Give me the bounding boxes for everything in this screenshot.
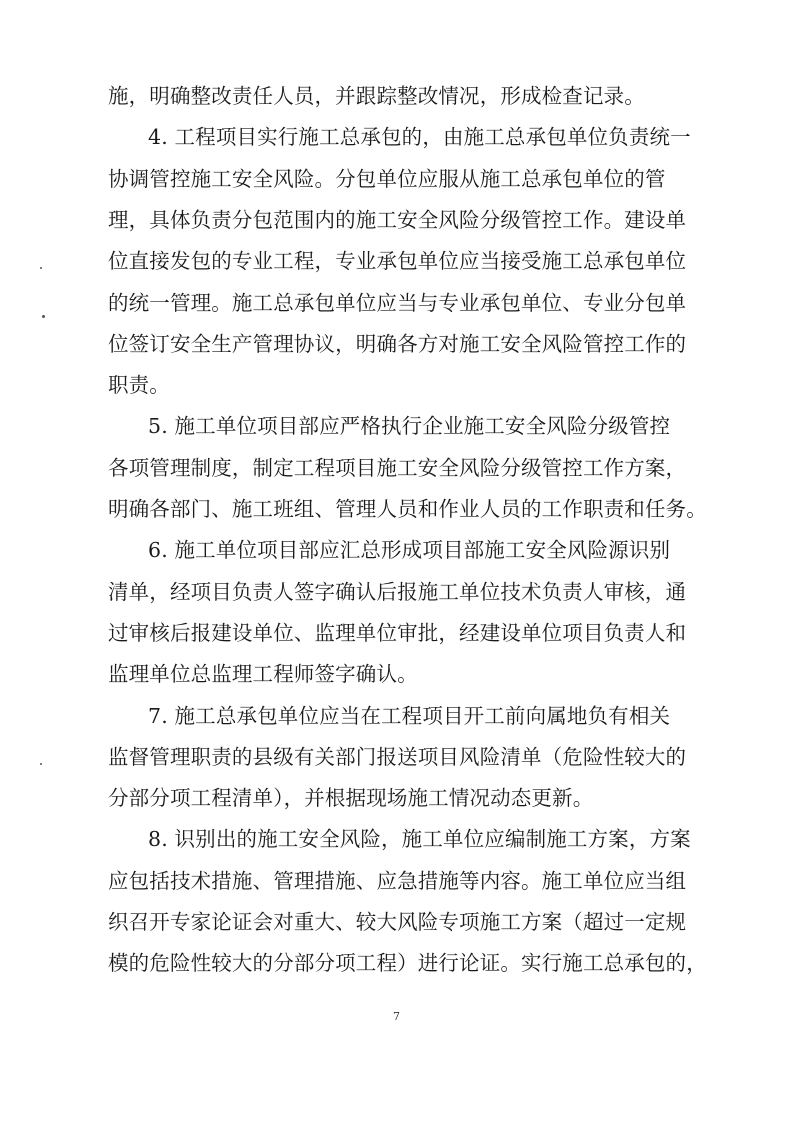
page-number: 7 <box>393 1010 400 1023</box>
text-line: 理，具体负责分包范围内的施工安全风险分级管控工作。建设单 <box>108 207 687 232</box>
text-line: 明确各部门、施工班组、管理人员和作业人员的工作职责和任务。 <box>108 497 707 521</box>
text-line: 应包括技术措施、管理措施、应急措施等内容。施工单位应当组 <box>108 868 687 893</box>
text-line: 分部分项工程清单），并根据现场施工情况动态更新。 <box>108 786 594 811</box>
text-line: 施，明确整改责任人员，并跟踪整改情况，形成检查记录。 <box>108 84 645 108</box>
paragraph-8-start: 8. 识别出的施工安全风险，施工单位应编制施工方案，方案 <box>148 827 691 852</box>
paragraph-6-start: 6. 施工单位项目部应汇总形成项目部施工安全风险源识别 <box>148 538 671 563</box>
scan-speck <box>40 763 42 765</box>
text-line: 位签订安全生产管理协议，明确各方对施工安全风险管控工作的 <box>108 331 687 356</box>
text-line: 监理单位总监理工程师签字确认。 <box>108 662 418 687</box>
paragraph-5-start: 5. 施工单位项目部应严格执行企业施工安全风险分级管控 <box>148 414 671 439</box>
scan-speck <box>40 267 42 269</box>
text-line: 的统一管理。施工总承包单位应当与专业承包单位、专业分包单 <box>108 290 687 315</box>
text-line: 位直接发包的专业工程，专业承包单位应当接受施工总承包单位 <box>108 249 687 274</box>
paragraph-7-start: 7. 施工总承包单位应当在工程项目开工前向属地负有相关 <box>148 703 671 728</box>
text-line: 模的危险性较大的分部分项工程）进行论证。实行施工总承包的， <box>108 951 707 976</box>
text-line: 监督管理职责的县级有关部门报送项目风险清单（危险性较大的 <box>108 744 687 769</box>
text-line: 协调管控施工安全风险。分包单位应服从施工总承包单位的管 <box>108 166 666 191</box>
text-line: 织召开专家论证会对重大、较大风险专项施工方案（超过一定规 <box>108 910 687 934</box>
text-line: 职责。 <box>108 373 170 398</box>
paragraph-4-start: 4. 工程项目实行施工总承包的，由施工总承包单位负责统一 <box>148 125 691 150</box>
text-line: 清单，经项目负责人签字确认后报施工单位技术负责人审核，通 <box>108 579 687 604</box>
text-line: 过审核后报建设单位、监理单位审批，经建设单位项目负责人和 <box>108 620 687 645</box>
text-line: 各项管理制度，制定工程项目施工安全风险分级管控工作方案， <box>108 455 687 480</box>
scan-speck <box>42 315 45 318</box>
